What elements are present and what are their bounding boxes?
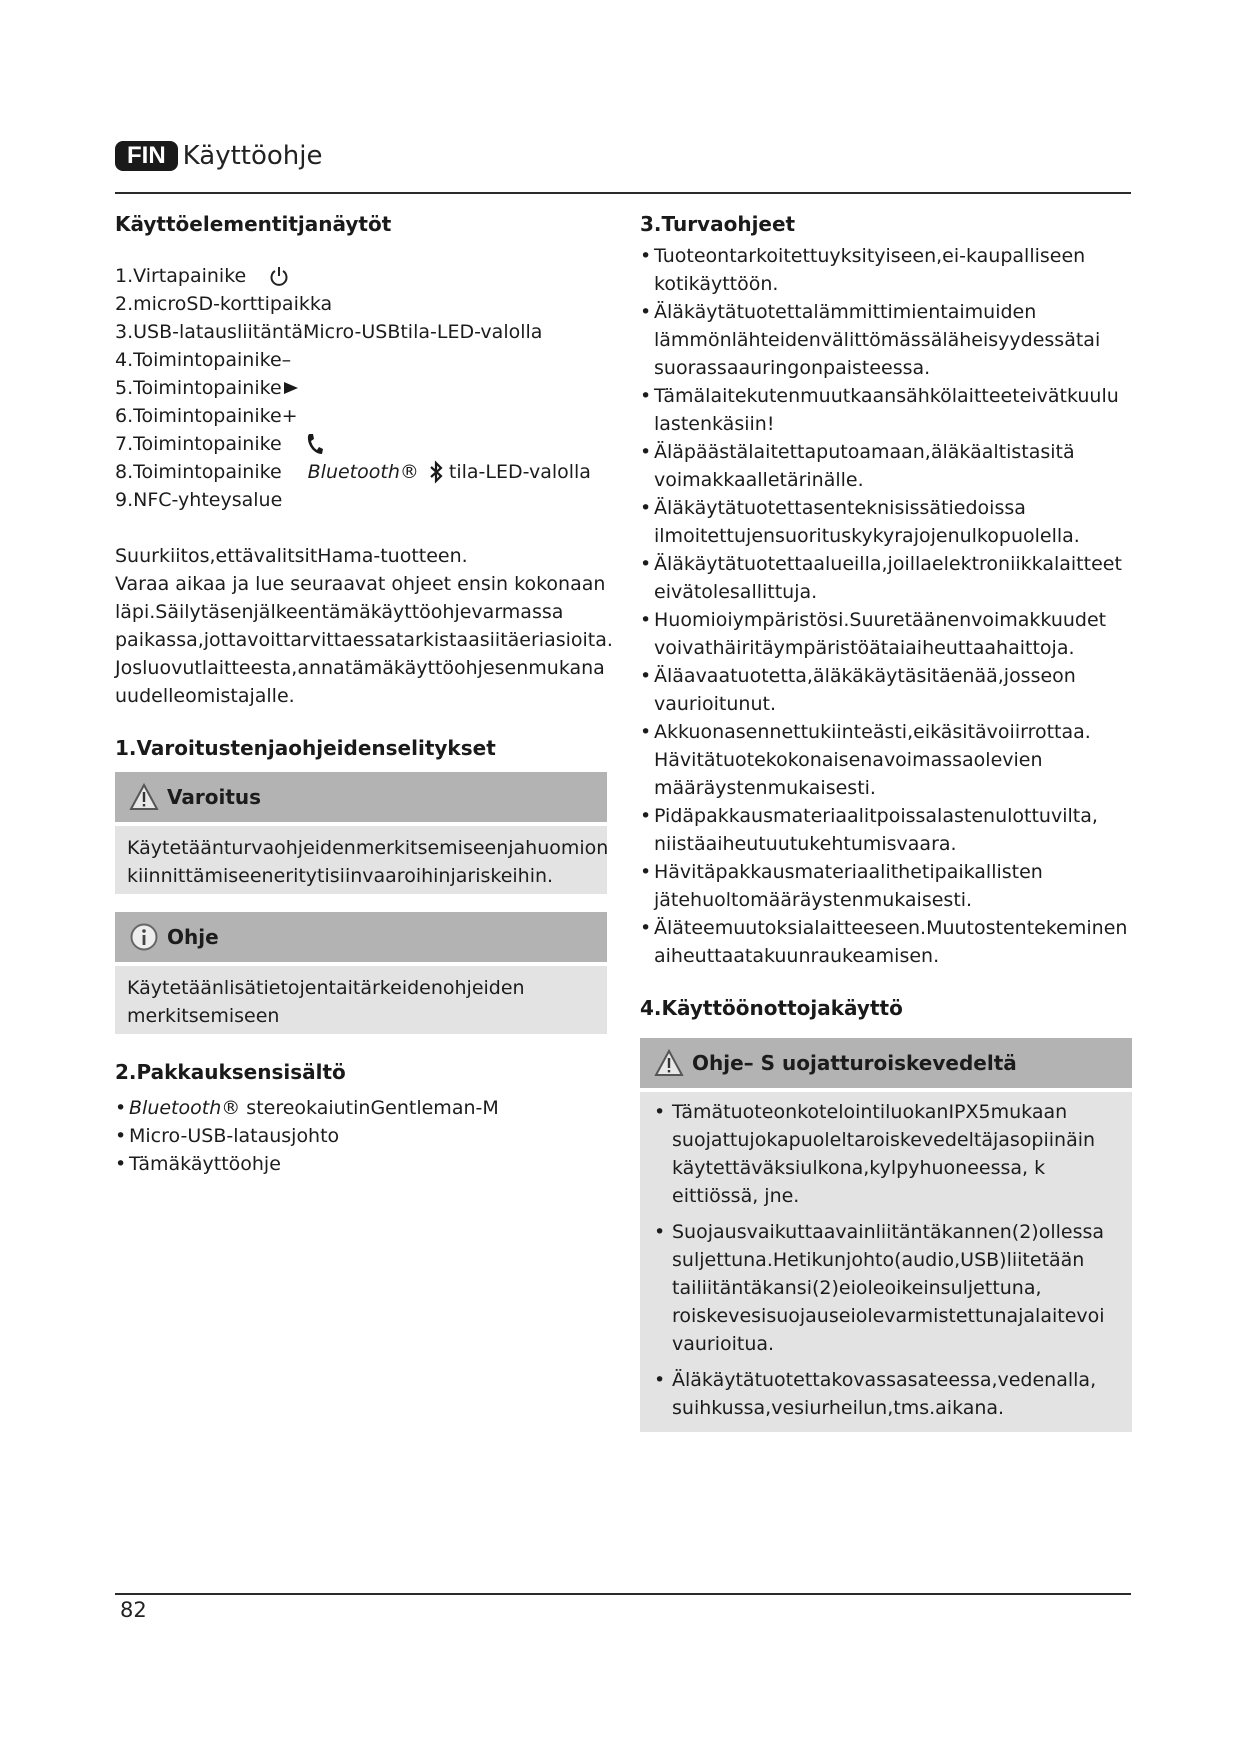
section-1-heading: 1.Varoitustenjaohjeidenselitykset [115, 736, 496, 760]
warning-icon [129, 783, 159, 811]
splash-box-body [640, 1092, 1132, 1432]
section-3-heading: 3.Turvaohjeet [640, 212, 796, 236]
splash-box-header: Ohje– S uojatturoiskevedeltä [640, 1038, 1132, 1088]
header-divider [115, 192, 1131, 194]
list-item: • Tuoteontarkoitettuyksityiseen,ei-kaupalliseen kotikäyttöön. [640, 242, 1132, 298]
left-column [115, 210, 613, 1178]
intro-text: Suurkiitos,ettävalitsitHama-tuotteen. Varaa aikaa ja lue seuraavat ohjeet ensin kokonaan läpi.Säilytäsenjälkeentämäkäyttöohjevarmassa paikassa,jottavoittarvittaessatarkistaasiitäeriasioita. Josluovutlaitteesta,annatämäkäyttöohjesenmukana uudelleomistajalle. [115, 545, 613, 707]
list-item: 3.USB-latausliitäntäMicro-USBtila-LED-valolla [115, 321, 543, 343]
right-column [640, 210, 1132, 1432]
list-item: 1.Virtapainike [115, 262, 607, 290]
phone-icon [304, 432, 324, 456]
list-item: • Äläavaatuotetta,äläkäkäytäsitäenää,josseon vaurioitunut. [640, 662, 1132, 718]
language-badge: FIN [115, 141, 178, 171]
list-item: • Hävitäpakkausmateriaalithetipaikallisten jätehuoltomääräystenmukaisesti. [640, 858, 1132, 914]
note-box-header: Ohje [115, 912, 607, 962]
list-item: • Huomioiympäristösi.Suuretäänenvoimakkuudet voivathäiritäympäristöätaiaiheuttaahaittoja. [640, 606, 1132, 662]
list-item: 2.microSD-korttipaikka [115, 293, 333, 315]
list-item: • Akkuonasennettukiinteästi,eikäsitävoiirrottaa. Hävitätuotekokonaisenavoimassaolevien määräystenmukaisesti. [640, 718, 1132, 802]
warning-icon [654, 1049, 684, 1077]
list-item: • Äläkäytätuotettaalueilla,joillaelektroniikkalaitteet eivätolesallittuja. [640, 550, 1132, 606]
section-2-heading: 2.Pakkauksensisältö [115, 1060, 346, 1084]
safety-list [640, 242, 1132, 970]
info-icon [129, 922, 159, 952]
splash-list [644, 1098, 1122, 1422]
list-item: 6.Toimintopainike+ [115, 405, 298, 427]
play-icon [283, 380, 299, 396]
list-item: • Bluetooth® stereokaiutinGentleman-M [115, 1094, 607, 1122]
list-item: 5.Toimintopainike [115, 374, 607, 402]
list-item: 4.Toimintopainike– [115, 349, 292, 371]
warning-box-body: Käytetäänturvaohjeidenmerkitsemiseenjahuomion kiinnittämiseeneritytisiinvaaroihinjariskeihin. [115, 826, 607, 894]
page-number: 82 [120, 1598, 147, 1622]
list-item: • TämätuoteonkotelointiluokanIPX5mukaan suojattujokapuoleltaroiskevedeltäjasopiinäin käytettäväksiulkona,kylpyhuoneessa, k eittiössä, jne. [644, 1098, 1122, 1210]
controls-list [115, 262, 607, 514]
section-4-heading: 4.Käyttöönottojakäyttö [640, 996, 903, 1020]
warning-box-header: Varoitus [115, 772, 607, 822]
list-item: • Tämäkäyttöohje [115, 1150, 607, 1178]
power-icon [268, 265, 290, 287]
list-item: 7.Toimintopainike [115, 430, 607, 458]
note-box-body: Käytetäänlisätietojentaitärkeidenohjeiden merkitsemiseen [115, 966, 607, 1034]
package-list [115, 1094, 607, 1178]
page-header [115, 138, 323, 174]
list-item: • Pidäpakkausmateriaalitpoissalastenulottuvilta, niistäaiheutuutukehtumisvaara. [640, 802, 1132, 858]
list-item: • Äläkäytätuotettakovassasateessa,vedenalla, suihkussa,vesiurheilun,tms.aikana. [644, 1366, 1122, 1422]
bluetooth-icon [429, 460, 443, 484]
list-item: • Äläpäästälaitettaputoamaan,äläkäaltistasitä voimakkaalletärinälle. [640, 438, 1132, 494]
list-item: • Tämälaitekutenmuutkaansähkölaitteeteivätkuulu lastenkäsiin! [640, 382, 1132, 438]
list-item: 9.NFC-yhteysalue [115, 489, 283, 511]
controls-heading: Käyttöelementitjanäytöt [115, 212, 392, 236]
document-title: Käyttöohje [182, 141, 323, 171]
list-item: • Äläteemuutoksialaitteeseen.Muutostentekeminen aiheuttaatakuunraukeamisen. [640, 914, 1132, 970]
list-item: • Micro-USB-latausjohto [115, 1122, 607, 1150]
list-item: • Äläkäytätuotettasenteknisissätiedoissa ilmoitettujensuorituskykyrajojenulkopuolella. [640, 494, 1132, 550]
list-item: • Suojausvaikuttaavainliitäntäkannen(2)ollessa suljettuna.Hetikunjohto(audio,USB)liitetään tailiitäntäkansi(2)eioleoikeinsuljettuna, roiskevesisuojauseiolevarmistettunajalaitevoi vaurioitua. [644, 1218, 1122, 1358]
list-item: • Äläkäytätuotettalämmittimientaimuiden lämmönlähteidenvälittömässäläheisyydessätai suorassaauringonpaisteessa. [640, 298, 1132, 382]
list-item: 8.Toimintopainike Bluetooth® tila-LED-valolla [115, 461, 591, 483]
footer-divider [115, 1593, 1131, 1595]
